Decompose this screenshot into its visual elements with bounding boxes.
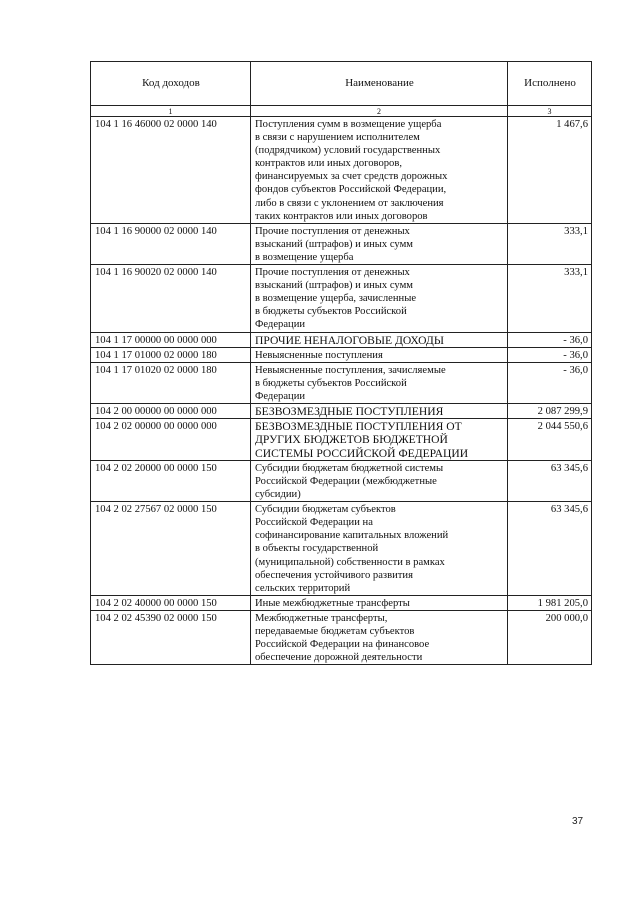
revenue-code-cell: 104 2 02 20000 00 0000 150 [91, 460, 251, 501]
revenue-name-cell: Поступления сумм в возмещение ущерба в связи с нарушением исполнителем (подрядчиком) условий государственных контрактов или иных договоров, финансируемых за счет средств дорожных фондов субъектов Российской Федерации, либо в связи с уклонением от заключения таких контрактов или иных договоров [251, 117, 508, 224]
revenue-name-cell: Невыясненные поступления, зачисляемые в бюджеты субъектов Российской Федерации [251, 362, 508, 403]
executed-amount-cell: 333,1 [508, 223, 592, 264]
executed-amount-cell: - 36,0 [508, 362, 592, 403]
table-row [91, 362, 592, 403]
column-number-row [91, 106, 592, 117]
executed-amount-cell: 333,1 [508, 265, 592, 332]
table-header-row [91, 62, 592, 106]
revenue-name-cell: БЕЗВОЗМЕЗДНЫЕ ПОСТУПЛЕНИЯ [251, 404, 508, 419]
table-row [91, 332, 592, 347]
revenue-code-cell: 104 2 02 45390 02 0000 150 [91, 610, 251, 664]
column-number: 1 [91, 106, 251, 117]
executed-amount-cell: 1 981 205,0 [508, 595, 592, 610]
revenue-code-cell: 104 1 17 00000 00 0000 000 [91, 332, 251, 347]
table-row [91, 419, 592, 461]
revenue-table [90, 61, 592, 665]
header-executed: Исполнено [508, 62, 592, 106]
executed-amount-cell: 2 044 550,6 [508, 419, 592, 461]
header-code: Код доходов [91, 62, 251, 106]
page-number: 37 [572, 816, 584, 827]
table-row [91, 502, 592, 596]
revenue-code-cell: 104 2 02 00000 00 0000 000 [91, 419, 251, 461]
table-row [91, 117, 592, 224]
revenue-code-cell: 104 2 00 00000 00 0000 000 [91, 404, 251, 419]
revenue-name-cell: Субсидии бюджетам бюджетной системы Российской Федерации (межбюджетные субсидии) [251, 460, 508, 501]
executed-amount-cell: 2 087 299,9 [508, 404, 592, 419]
header-name: Наименование [251, 62, 508, 106]
revenue-code-cell: 104 1 17 01020 02 0000 180 [91, 362, 251, 403]
revenue-code-cell: 104 2 02 27567 02 0000 150 [91, 502, 251, 596]
revenue-name-cell: ПРОЧИЕ НЕНАЛОГОВЫЕ ДОХОДЫ [251, 332, 508, 347]
executed-amount-cell: - 36,0 [508, 347, 592, 362]
table-row [91, 265, 592, 332]
column-number: 2 [251, 106, 508, 117]
executed-amount-cell: 200 000,0 [508, 610, 592, 664]
table-row [91, 404, 592, 419]
executed-amount-cell: 63 345,6 [508, 460, 592, 501]
revenue-name-cell: Межбюджетные трансферты, передаваемые бюджетам субъектов Российской Федерации на финансовое обеспечение дорожной деятельности [251, 610, 508, 664]
revenue-code-cell: 104 1 16 90020 02 0000 140 [91, 265, 251, 332]
table-row [91, 595, 592, 610]
executed-amount-cell: - 36,0 [508, 332, 592, 347]
table-row [91, 347, 592, 362]
revenue-name-cell: Прочие поступления от денежных взысканий (штрафов) и иных сумм в возмещение ущерба [251, 223, 508, 264]
revenue-code-cell: 104 2 02 40000 00 0000 150 [91, 595, 251, 610]
revenue-name-cell: Субсидии бюджетам субъектов Российской Федерации на софинансирование капитальных вложений в объекты государственной (муниципальной) собственности в рамках обеспечения устойчивого развития сельских территорий [251, 502, 508, 596]
table-body [91, 117, 592, 665]
executed-amount-cell: 63 345,6 [508, 502, 592, 596]
revenue-code-cell: 104 1 16 46000 02 0000 140 [91, 117, 251, 224]
revenue-name-cell: Прочие поступления от денежных взысканий (штрафов) и иных сумм в возмещение ущерба, зачисленные в бюджеты субъектов Российской Федерации [251, 265, 508, 332]
table-row [91, 223, 592, 264]
revenue-name-cell: Иные межбюджетные трансферты [251, 595, 508, 610]
revenue-code-cell: 104 1 17 01000 02 0000 180 [91, 347, 251, 362]
revenue-name-cell: Невыясненные поступления [251, 347, 508, 362]
revenue-code-cell: 104 1 16 90000 02 0000 140 [91, 223, 251, 264]
column-number: 3 [508, 106, 592, 117]
revenue-name-cell: БЕЗВОЗМЕЗДНЫЕ ПОСТУПЛЕНИЯ ОТ ДРУГИХ БЮДЖЕТОВ БЮДЖЕТНОЙ СИСТЕМЫ РОССИЙСКОЙ ФЕДЕРАЦИИ [251, 419, 508, 461]
table-row [91, 610, 592, 664]
table-row [91, 460, 592, 501]
executed-amount-cell: 1 467,6 [508, 117, 592, 224]
